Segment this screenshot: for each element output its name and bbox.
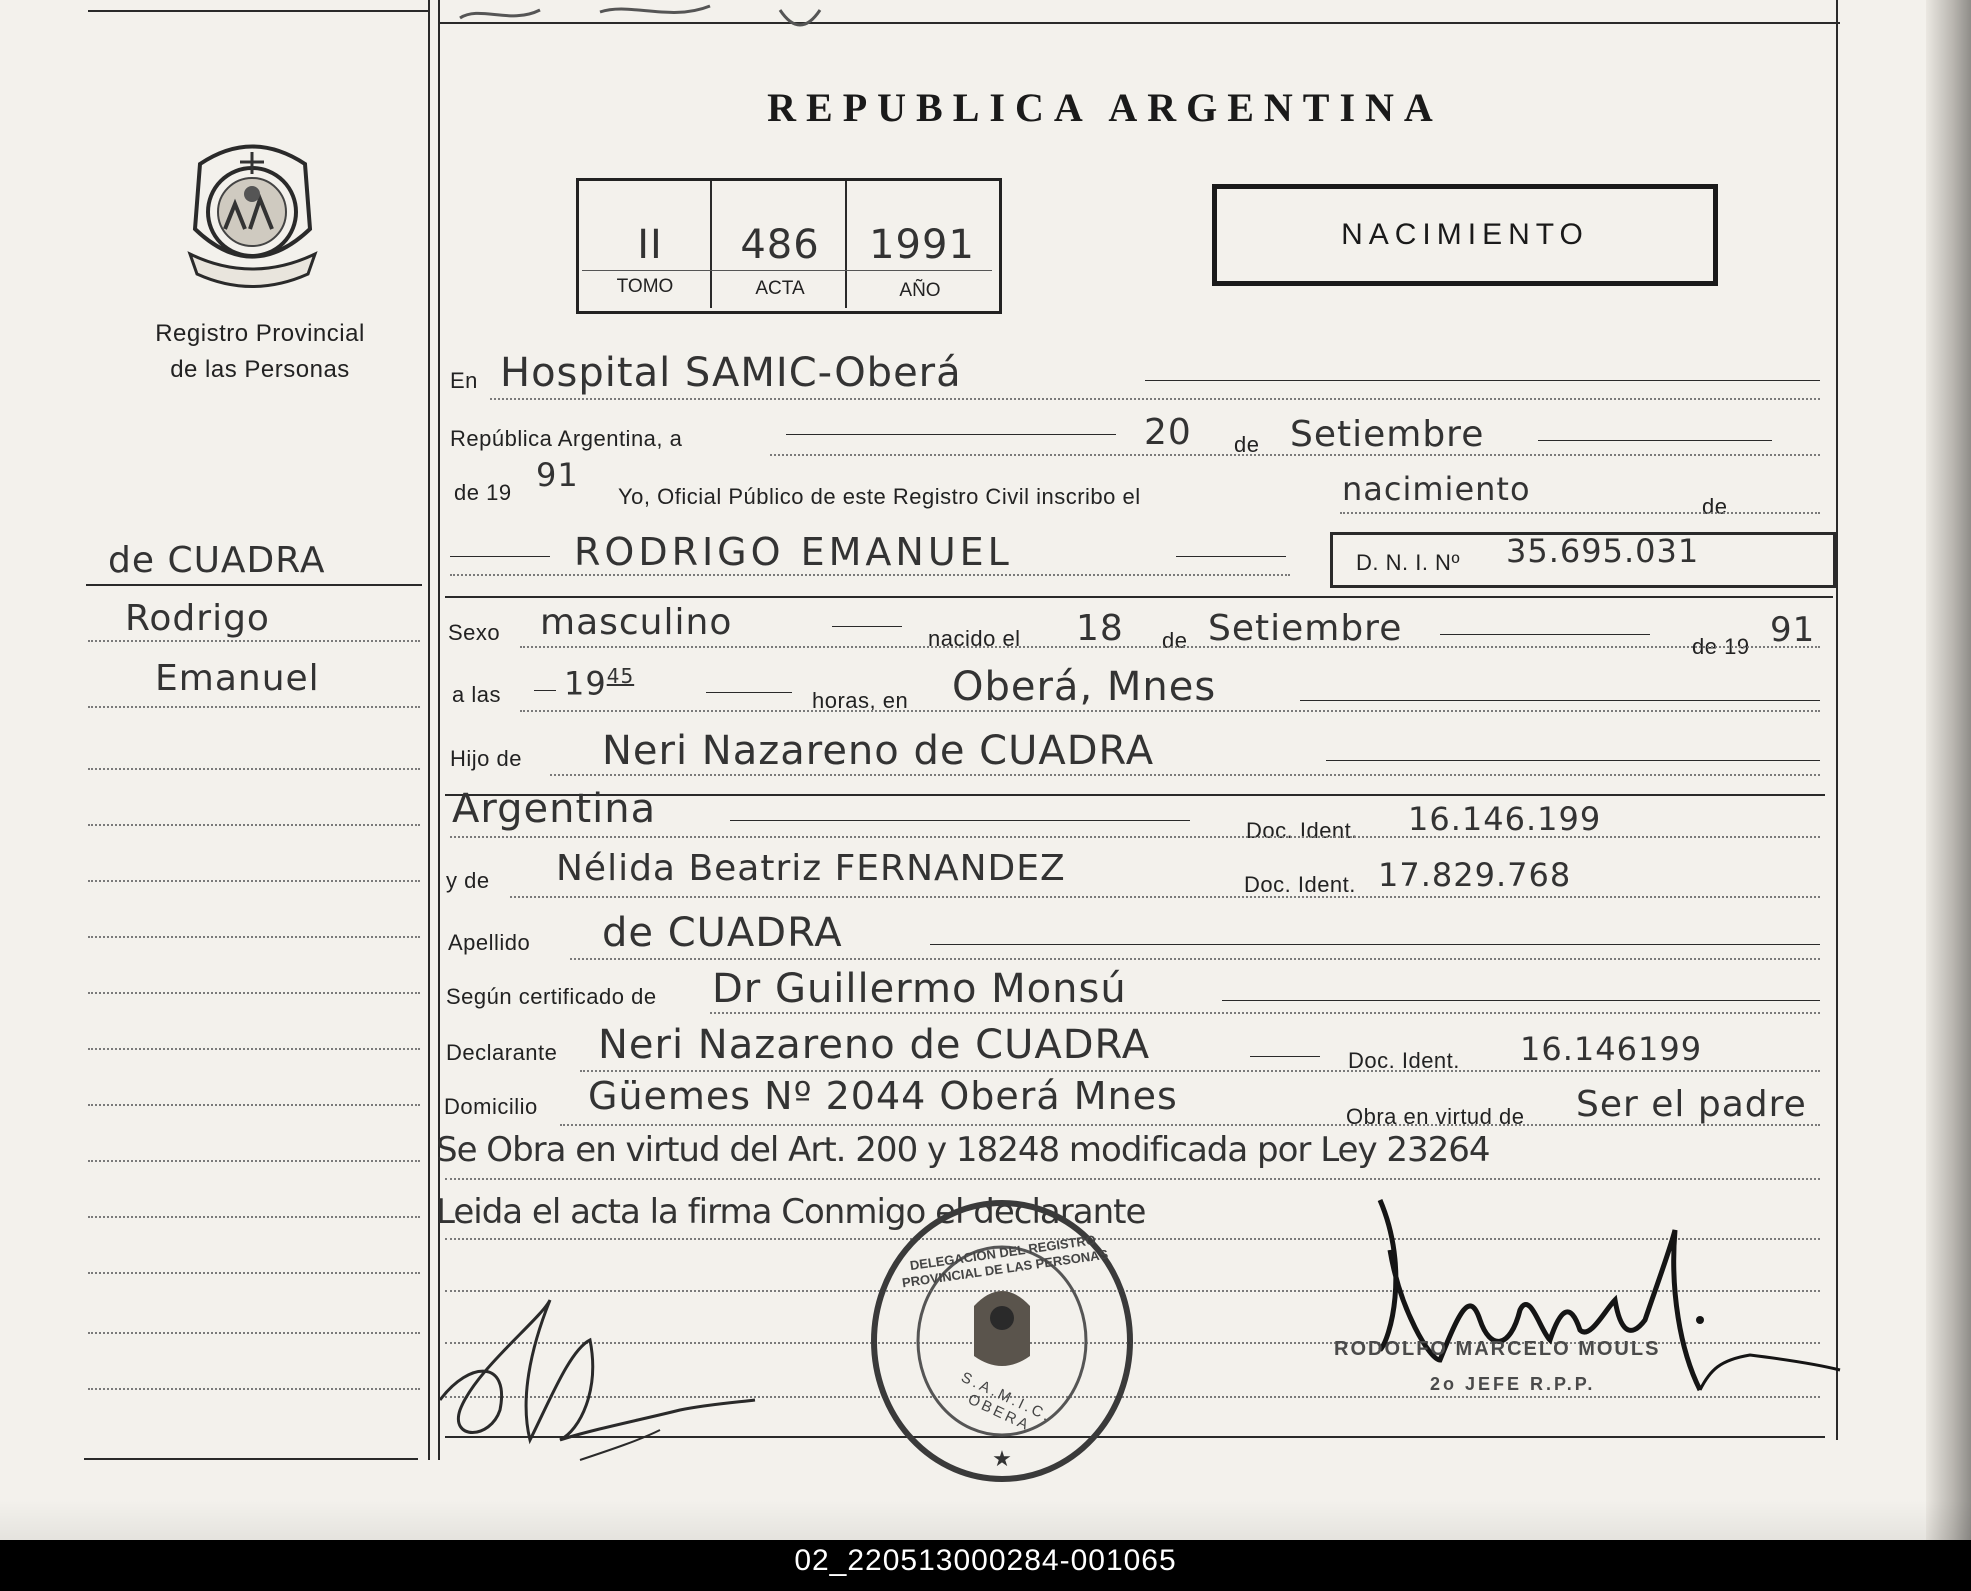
domicilio-line (560, 1124, 1820, 1126)
child-given-names: RODRIGO EMANUEL (574, 530, 1013, 574)
legal-note-2: Leida el acta la firma Conmigo el declarante (436, 1192, 1146, 1232)
city-fill-dash (1300, 700, 1820, 701)
left-column-divider-b (438, 0, 440, 1460)
margin-line (88, 706, 420, 708)
office-name-line2: de las Personas (170, 356, 350, 383)
doctor-fill-dash (1222, 1000, 1820, 1001)
declarant-signature (430, 1290, 760, 1470)
name-trail-dash (1176, 556, 1286, 557)
provincial-seal-icon (180, 134, 325, 290)
margin-line (88, 1104, 420, 1106)
tomo-label: TOMO (616, 276, 674, 297)
birth-year-suffix: 91 (1770, 610, 1816, 650)
birth-day: 18 (1076, 608, 1124, 649)
sexo-value: masculino (540, 602, 733, 643)
father-name: Neri Nazareno de CUADRA (602, 728, 1155, 774)
registration-day: 20 (1144, 412, 1192, 453)
inscribe-value: nacimiento (1342, 470, 1531, 508)
svg-text:★: ★ (992, 1446, 1012, 1471)
document-heading: REPUBLICA ARGENTINA (767, 85, 1443, 130)
birth-minutes-value: 45 (606, 664, 635, 688)
dni-label: D. N. I. Nº (1356, 550, 1460, 575)
page-binding-shadow (1926, 0, 1971, 1540)
margin-line (88, 1160, 420, 1162)
tomo-value: II (637, 222, 663, 268)
doc-ident-label-3: Doc. Ident. (1348, 1048, 1460, 1073)
declarante-label: Declarante (446, 1040, 558, 1065)
en-label: En (450, 368, 478, 393)
yo-label: Yo, Oficial Público de este Registro Civil inscribo el (618, 484, 1141, 509)
legal-note-1: Se Obra en virtud del Art. 200 y 18248 modificada por Ley 23264 (436, 1130, 1490, 1170)
sexo-label: Sexo (448, 620, 501, 645)
acta-value: 486 (740, 222, 820, 268)
birth-city: Oberá, Mnes (952, 664, 1217, 710)
republica-label: República Argentina, a (450, 426, 683, 451)
yo-line (1340, 512, 1820, 514)
margin-line (88, 1388, 420, 1390)
surname-value: de CUADRA (602, 910, 843, 956)
hour-lead-dash (534, 690, 556, 691)
margin-line (88, 824, 420, 826)
mother-name: Nélida Beatriz FERNANDEZ (556, 848, 1066, 889)
day-fill-dash (786, 434, 1116, 435)
birth-month: Setiembre (1208, 608, 1403, 649)
domicilio-label: Domicilio (444, 1094, 538, 1119)
margin-surname: de CUADRA (108, 540, 326, 581)
address-value: Güemes Nº 2044 Oberá Mnes (588, 1074, 1178, 1118)
margin-line (88, 880, 420, 882)
hijo-line (550, 774, 1820, 776)
acta-label: ACTA (755, 278, 805, 299)
alas-line (520, 710, 1820, 712)
obra-label: Obra en virtud de (1346, 1104, 1525, 1129)
month-fill-dash (1538, 440, 1772, 441)
en-fill-dash (1145, 380, 1820, 381)
official-title: 2o JEFE R.P.P. (1430, 1374, 1596, 1394)
stamp-center-text: S.A.M.I.C. OBERA (958, 1368, 1055, 1435)
declarant-name: Neri Nazareno de CUADRA (598, 1022, 1151, 1068)
yde-label: y de (446, 868, 490, 893)
doc-ident-label-2: Doc. Ident. (1244, 872, 1356, 897)
certifying-doctor: Dr Guillermo Monsú (712, 966, 1127, 1012)
note-line-1 (445, 1178, 1820, 1180)
mother-document: 17.829.768 (1378, 856, 1572, 894)
top-handwriting-fragment (450, 0, 1050, 40)
page-bottom-shade (0, 1500, 1971, 1540)
ano-label: AÑO (899, 280, 941, 301)
nationality-fill-dash (730, 820, 1190, 821)
top-rule-left (88, 10, 428, 12)
registration-month: Setiembre (1290, 414, 1485, 455)
record-table-baseline (582, 270, 992, 271)
apellido-label: Apellido (448, 930, 531, 955)
left-column-divider-a (428, 0, 430, 1460)
de-label-2: de (1702, 494, 1728, 519)
hijo-label: Hijo de (450, 746, 522, 771)
margin-bottom-rule (84, 1458, 418, 1460)
father-document: 16.146.199 (1408, 800, 1602, 838)
birth-year-prefix: de 19 (1692, 634, 1750, 659)
ano-value: 1991 (869, 222, 975, 268)
margin-line (88, 768, 420, 770)
margin-surname-rule (86, 584, 422, 586)
declarant-fill-dash (1250, 1056, 1320, 1057)
declarante-line (580, 1070, 1820, 1072)
apellido-line (570, 958, 1820, 960)
margin-line (88, 1272, 420, 1274)
father-nationality: Argentina (452, 786, 657, 832)
yde-line (510, 896, 1820, 898)
name-lead-dash (450, 556, 550, 557)
obra-value: Ser el padre (1576, 1084, 1807, 1125)
sexo-fill-dash (832, 626, 902, 627)
doc-ident-label-1: Doc. Ident. (1246, 818, 1358, 843)
margin-line (88, 1048, 420, 1050)
name-line (450, 574, 1290, 576)
section-rule-1 (445, 596, 1833, 598)
horas-label: horas, en (812, 688, 909, 713)
margin-given-name-1: Rodrigo (125, 598, 270, 639)
hour-fill-dash (706, 692, 792, 693)
de-label-3: de (1162, 628, 1188, 653)
year-prefix: de 19 (454, 480, 512, 505)
margin-given-name-2: Emanuel (155, 658, 320, 699)
birth-hour-value: 19 (564, 664, 607, 703)
sexo-line (520, 646, 1820, 648)
year-suffix: 91 (536, 456, 579, 494)
en-line (490, 398, 1820, 400)
record-cell-divider-2 (845, 181, 847, 308)
republica-line (770, 454, 1820, 456)
dni-value: 35.695.031 (1506, 532, 1700, 570)
nacido-label: nacido el (928, 626, 1021, 651)
official-name: RODOLFO MARCELO MOULS (1334, 1338, 1661, 1360)
birth-hour (564, 664, 634, 703)
segun-line (710, 1012, 1820, 1014)
office-name-line1: Registro Provincial (155, 320, 365, 347)
margin-line (88, 1332, 420, 1334)
birth-month-fill-dash (1440, 634, 1650, 635)
segun-label: Según certificado de (446, 984, 657, 1009)
record-type-box: NACIMIENTO (1212, 184, 1718, 286)
surname-fill-dash (930, 944, 1820, 945)
stamp-ring-text: DELEGACION DEL REGISTRO PROVINCIAL DE LAS PERSONAS (901, 1232, 1109, 1291)
declarant-document: 16.146199 (1520, 1030, 1703, 1068)
record-cell-divider-1 (710, 181, 712, 308)
birthplace-value: Hospital SAMIC-Oberá (500, 350, 962, 396)
image-identifier: 02_220513000284-001065 (794, 1544, 1177, 1577)
margin-line (88, 1216, 420, 1218)
alas-label: a las (452, 682, 501, 707)
margin-line (88, 992, 420, 994)
father-fill-dash (1326, 760, 1820, 761)
margin-line (88, 640, 420, 642)
margin-line (88, 936, 420, 938)
de-label-1: de (1234, 432, 1260, 457)
argentina-line (450, 836, 1820, 838)
